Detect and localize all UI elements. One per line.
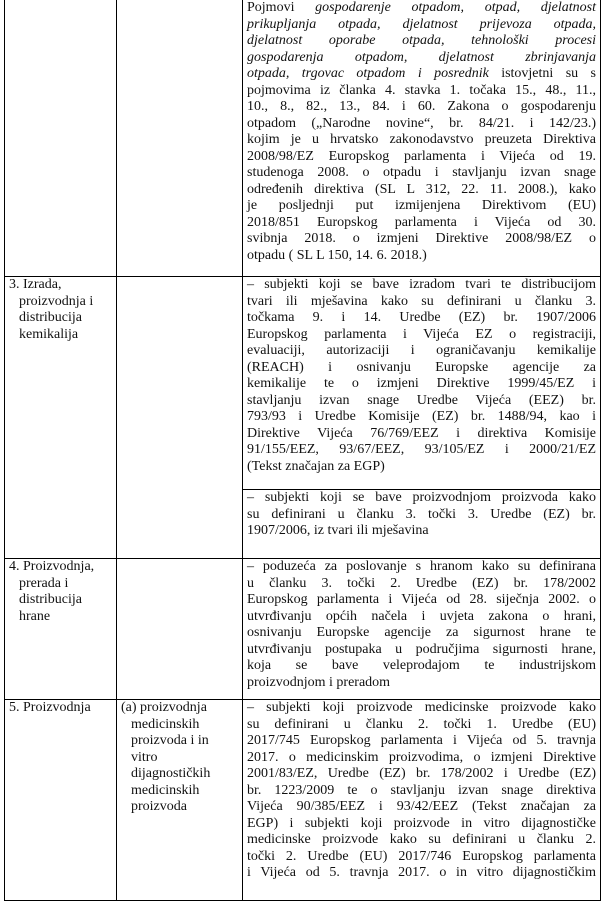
table-row-definitions [5,0,601,277]
sector-label-line: proizvodnja i [19,293,94,309]
entity-description-line: – subjekti koji se bave izradom tvari te distribucijom [247,277,596,292]
sector-label-line: distribucija [19,592,82,607]
entity-description-line: u članku 3. točki 2. Uredbe (EZ) br. 178/2002 [247,575,596,591]
row-production-text [243,700,601,901]
sector-label-line: kemikalija [19,326,79,342]
table-row-production [5,700,601,901]
entity-description-line: medicinske proizvode kako su definirani u članku 2. [247,832,596,847]
entity-description-line: i Vijeća od 5. travnja 2017. o in vitro dijagnostičkim [247,865,596,880]
subsector-label-line: vitro [131,749,158,765]
definition-line [247,132,596,149]
entity-description-line: evaluaciji, autorizaciji i ograničavanju kemikalije [247,343,596,358]
row-definitions-col2 [117,0,243,277]
row-definitions-col1 [5,0,117,277]
entity-description-line: (Tekst značajan za EGP) [247,458,385,474]
definition-text: istovjetni su s [488,66,596,81]
definition-term: gospodarenja otpadom, djelatnost zbrinjavanja [247,49,596,65]
definition-text: svibnja 2018. o izmjeni Direktive 2008/98/EZ o [247,231,596,246]
row-food-sector [5,559,117,700]
entity-description-line: (REACH) i osnivanju Europske agencije za [247,359,596,375]
definition-line [247,17,596,34]
entity-description-line: 91/155/EEZ, 93/67/EEZ, 93/105/EZ i 2000/21/EZ [247,442,596,457]
entity-description-line: osnivanju Europske agencije za sigurnost hrane te [247,625,596,640]
entity-description-line: kemikalije te o izmjeni Direktive 1999/45/EZ i [247,376,596,391]
sector-label-line: hrane [19,608,51,624]
definition-line [247,116,596,133]
row-production-subsector [117,700,243,901]
row-chemicals-sector [5,277,117,559]
definition-term: gospodarenje otpadom, otpad, djelatnost [315,0,596,15]
entity-description-line: 2001/83/EZ, Uredbe (EZ) br. 178/2002 i Uredbe (EZ) [247,766,596,781]
row-chemicals-text-b [243,490,601,559]
entity-description-line: Europskog parlamenta i Vijeća EZ o registraciji, [247,326,596,342]
row-food-subsector [117,559,243,700]
entity-description-line: su definirani u članku 2. točki 1. Uredbe (EU) [247,716,596,732]
table-row-food [5,559,601,700]
definition-term: djelatnost oporabe otpada, tehnološki procesi [247,33,596,48]
definition-text: otpadu ( SL L 150, 14. 6. 2018.) [247,247,427,263]
definition-text: otpadom („Narodne novine“, br. 84/21. i 142/23.) [247,115,596,131]
sector-label-line: distribucija [19,310,82,325]
entity-description-line: br. 1223/2009 te o stavljanju izvan snage direktiva [247,782,596,798]
entity-description-line: točkama 9. i 14. Uredbe (EZ) br. 1907/2006 [247,310,596,325]
definition-text: studenoga 2008. o otpadu i stavljanju izvan snage [247,165,596,180]
subsector-label-line: proizvoda i in [131,733,209,748]
definition-text: 2008/98/EZ Europskog parlamenta i Vijeća od 19. [247,148,596,164]
definition-line [247,215,596,232]
definition-line [247,66,596,83]
entity-description-line: Europskog parlamenta i Vijeća od 28. siječnja 2002. o [247,592,596,607]
entity-description-line: stavljanju izvan snage Uredbe Vijeća (EEZ) br. [247,392,596,408]
entity-description-line: EGP) i subjekti koji proizvode in vitro dijagnostičke [247,815,596,831]
entity-description-line: 2017. o medicinskim proizvodima, o izmjeni Direktive [247,749,596,765]
row-production-sector [5,700,117,901]
subsector-label-line: medicinskih [131,716,200,732]
definition-line [247,182,596,199]
definition-term: otpada, trgovac otpadom i posrednik [247,66,489,81]
row-chemicals-subsector [117,277,243,559]
sector-label-line: 4. Proizvodnja, [9,559,95,574]
definition-line [247,33,596,50]
entity-description-line: tvari ili mješavina kako su definirani u članku 3. [247,293,596,309]
definition-line [247,198,596,215]
sector-label-line: prerada i [19,575,69,591]
entity-description-line: – subjekti koji proizvode medicinske proizvode kako [247,700,596,715]
sector-label-line: 5. Proizvodnja [9,700,91,715]
definition-line [247,231,596,248]
entity-description-line: 793/93 i Uredbe Komisije (EZ) br. 1488/94, kao i [247,409,596,424]
sector-label-line: 3. Izrada, [9,277,62,292]
entity-description-line: proizvodnjom i preradom [247,674,391,690]
definition-text: pojmovima iz članka 4. stavka 1. točaka 15., 48., 11., [247,82,596,98]
definition-text: 10., 8., 82., 13., 84. i 60. Zakona o gospodarenju [247,99,596,114]
definition-text: je posljednji put izmijenjena Direktivom (EU) [247,198,596,213]
definition-term: prikupljanja otpada, djelatnost prijevoza otpada, [247,16,596,32]
definition-line [247,99,596,116]
definition-line [247,50,596,67]
definition-line [247,248,596,265]
row-chemicals-text-a [243,277,601,490]
subsector-label-line: proizvoda [131,799,187,814]
subsector-label-line: (a) proizvodnja [121,700,207,715]
row-definitions-text [243,0,601,277]
row-food-text [243,559,601,700]
entity-description-line: – subjekti koji se bave proizvodnjom proizvoda kako [247,490,596,505]
definition-text: 2018/851 Europskog parlamenta i Vijeća od 30. [247,214,596,230]
entity-description-line: – poduzeća za poslovanje s hranom kako su definirana [247,559,596,574]
entity-description-line: Vijeća 90/385/EEZ i 93/42/EEZ (Tekst značajan za [247,799,596,814]
entity-description-line: su definirani u članku 3. točki 3. Uredbe (EZ) br. [247,506,596,522]
subsector-label-line: medicinskih [131,782,200,798]
table-row-chemicals [5,277,601,490]
entity-description-line: koja se bave veleprodajom te industrijskom [247,658,596,673]
definition-line [247,0,596,17]
definition-text: Pojmovi [247,0,316,15]
definition-line [247,149,596,166]
subsector-label-line: dijagnostičkih [131,766,211,781]
entity-description-line: 2017/745 Europskog parlamenta i Vijeća od 5. travnja [247,733,596,748]
definition-line [247,83,596,100]
definition-text: određenih direktiva (SL L 312, 22. 11. 2008.), kako [247,181,596,197]
definition-line [247,165,596,182]
entity-description-line: Direktive Vijeća 76/769/EEZ i direktiva Komisije [247,425,596,441]
entity-description-line: utvrđivanju općih načela i uvjeta zakona o hrani, [247,608,596,624]
entity-description-line: utvrđivanju postupaka u područjima sigurnosti hrane, [247,641,596,657]
entity-description-line: 1907/2006, iz tvari ili mješavina [247,523,429,538]
entity-description-line: točki 2. Uredbe (EU) 2017/746 Europskog parlamenta [247,848,596,864]
definition-text: kojim je u hrvatsko zakonodavstvo preuzeta Direktiva [247,132,596,147]
regulation-table [4,0,601,901]
